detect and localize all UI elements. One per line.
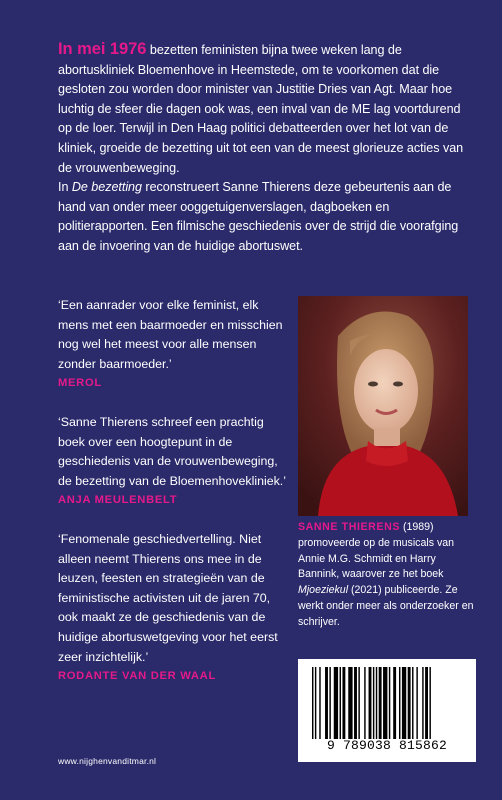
barcode-bar [376,667,377,739]
barcode-bar [329,667,330,739]
blurb [58,40,468,257]
quote [58,413,288,511]
bio-text-1: (1989) promoveerde op de musicals van Annie M.G. Schmidt en Harry Bannink, waarover ze het boek [298,521,455,581]
barcode-bar [399,667,400,739]
blurb-lead: In mei 1976 [58,40,147,58]
barcode-bar [315,667,316,739]
barcode-bar [325,667,328,739]
barcode-bar [393,667,396,739]
author-portrait [298,296,468,516]
author-photo [298,296,468,516]
blurb-text-2-post: reconstrueert Sanne Thierens deze gebeurtenis aan de hand van onder meer ooggetuigenverslagen, dagboeken en politierapporten. Een filmische geschiedenis over de strijd die voorafging aan de invoering van de huidige abortuswet. [58,180,459,253]
barcode-bar [373,667,374,739]
barcode-bar [389,667,390,739]
bio-text-2: (2021) publiceerde. Ze werkt onder meer als onderzoeker en schrijver. [298,584,474,628]
barcode-bar [369,667,372,739]
barcode-bar [364,667,365,739]
blurb-text-2-pre: In [58,180,72,195]
blurb-paragraph-2 [58,178,468,256]
author-name: SANNE THIERENS [298,521,400,533]
barcode-bar [416,667,417,739]
quotes [58,296,288,706]
barcode-bar [342,667,345,739]
barcode-bar [379,667,382,739]
barcode-bar [319,667,320,739]
barcode-bar [422,667,423,739]
barcode-bar [429,667,430,739]
quote [58,296,288,394]
quote-attribution: MEROL [58,377,102,390]
barcode-number: 9 789038 815862 [326,738,448,753]
author-bio [298,520,476,631]
barcode-bar [358,667,359,739]
barcode-bar [354,667,357,739]
barcode-bar [312,667,313,739]
quote-text: ‘Fenomenale geschiedvertelling. Niet alleen neemt Thierens ons mee in de leuzen, feesten en strategieën van de feministische activisten uit de jaren 70, ook maakt ze de geschiedenis van de huidige abortuswetgeving voor het eerst zeer inzichtelijk.’ [58,531,278,664]
barcode-bar [334,667,338,739]
barcode-bar [412,667,413,739]
barcode-bar [383,667,387,739]
blurb-text-1: bezetten feministen bijna twee weken lang de abortuskliniek Bloemenhove in Heemstede, om te voorkomen dat die gesloten zou worden door minister van Justitie Dries van Agt. Maar hoe luchtig de sfeer die dagen ook was, een inval van de ME lag voortdurend op de loer. Terwijl in Den Haag politici debatteerden over het lot van de kliniek, groeide de bezetting uit tot een van de meest glorieuze acties van de vrouwenbeweging. [58,43,464,175]
barcode-bar [425,667,428,739]
publisher-website[interactable]: www.nijghenvanditmar.nl [58,756,157,766]
quote-text: ‘Een aanrader voor elke feminist, elk mens met een baarmoeder en misschien nog wel het meest voor alle mensen zonder baarmoeder.’ [58,298,283,371]
quote-text: ‘Sanne Thierens schreef een prachtig boek over een hoogtepunt in de geschiedenis van de vrouwenbeweging, de bezetting van de Bloemenhovekliniek.’ [58,414,286,488]
blurb-book-title: De bezetting [71,180,142,195]
barcode-bar [408,667,411,739]
barcode-bars [312,667,462,739]
bio-book-title: Mjoeziekul [298,584,349,597]
blurb-paragraph-1 [58,40,468,178]
quote [58,530,288,687]
barcode [298,659,476,762]
barcode-bar [348,667,352,739]
barcode-bar [402,667,406,739]
quote-attribution: RODANTE VAN DER WAAL [58,670,216,683]
barcode-bar [340,667,341,739]
quote-attribution: ANJA MEULENBELT [58,494,178,507]
